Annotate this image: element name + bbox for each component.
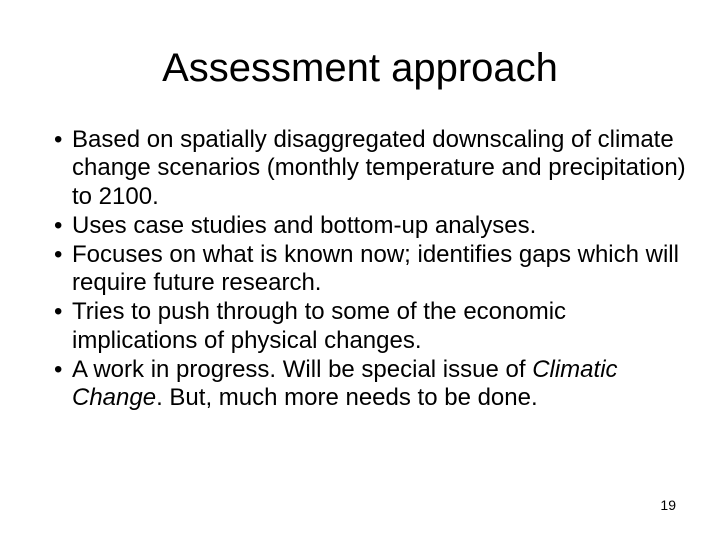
bullet-icon: • — [54, 126, 63, 153]
bullet-icon: • — [54, 211, 63, 239]
bullet-item — [54, 298, 694, 355]
page-number: 19 — [660, 497, 676, 513]
bullet-text: Based on spatially disaggregated downscaling of climate change scenarios (monthly temperature and precipitation) to 2100. — [72, 126, 686, 210]
slide-title: Assessment approach — [162, 46, 558, 90]
bullet-item — [54, 212, 694, 240]
bullet-text-part: A work in progress. Will be special issue of — [72, 355, 533, 383]
bullet-text-part: . But, much more needs to be done. — [156, 384, 538, 412]
bullet-item — [54, 241, 694, 298]
bullet-text: Uses case studies and bottom-up analyses. — [72, 211, 537, 239]
bullet-icon: • — [54, 298, 63, 326]
bullet-item — [54, 126, 694, 211]
bullet-list — [54, 126, 694, 413]
bullet-text: Focuses on what is known now; identifies gaps which will require future research. — [72, 240, 679, 297]
bullet-text — [72, 356, 618, 411]
journal-name: Climatic Change — [72, 355, 618, 412]
bullet-icon: • — [54, 355, 63, 383]
bullet-text: Tries to push through to some of the economic implications of physical changes. — [72, 298, 567, 354]
bullet-item — [54, 356, 694, 413]
bullet-icon: • — [54, 240, 63, 268]
